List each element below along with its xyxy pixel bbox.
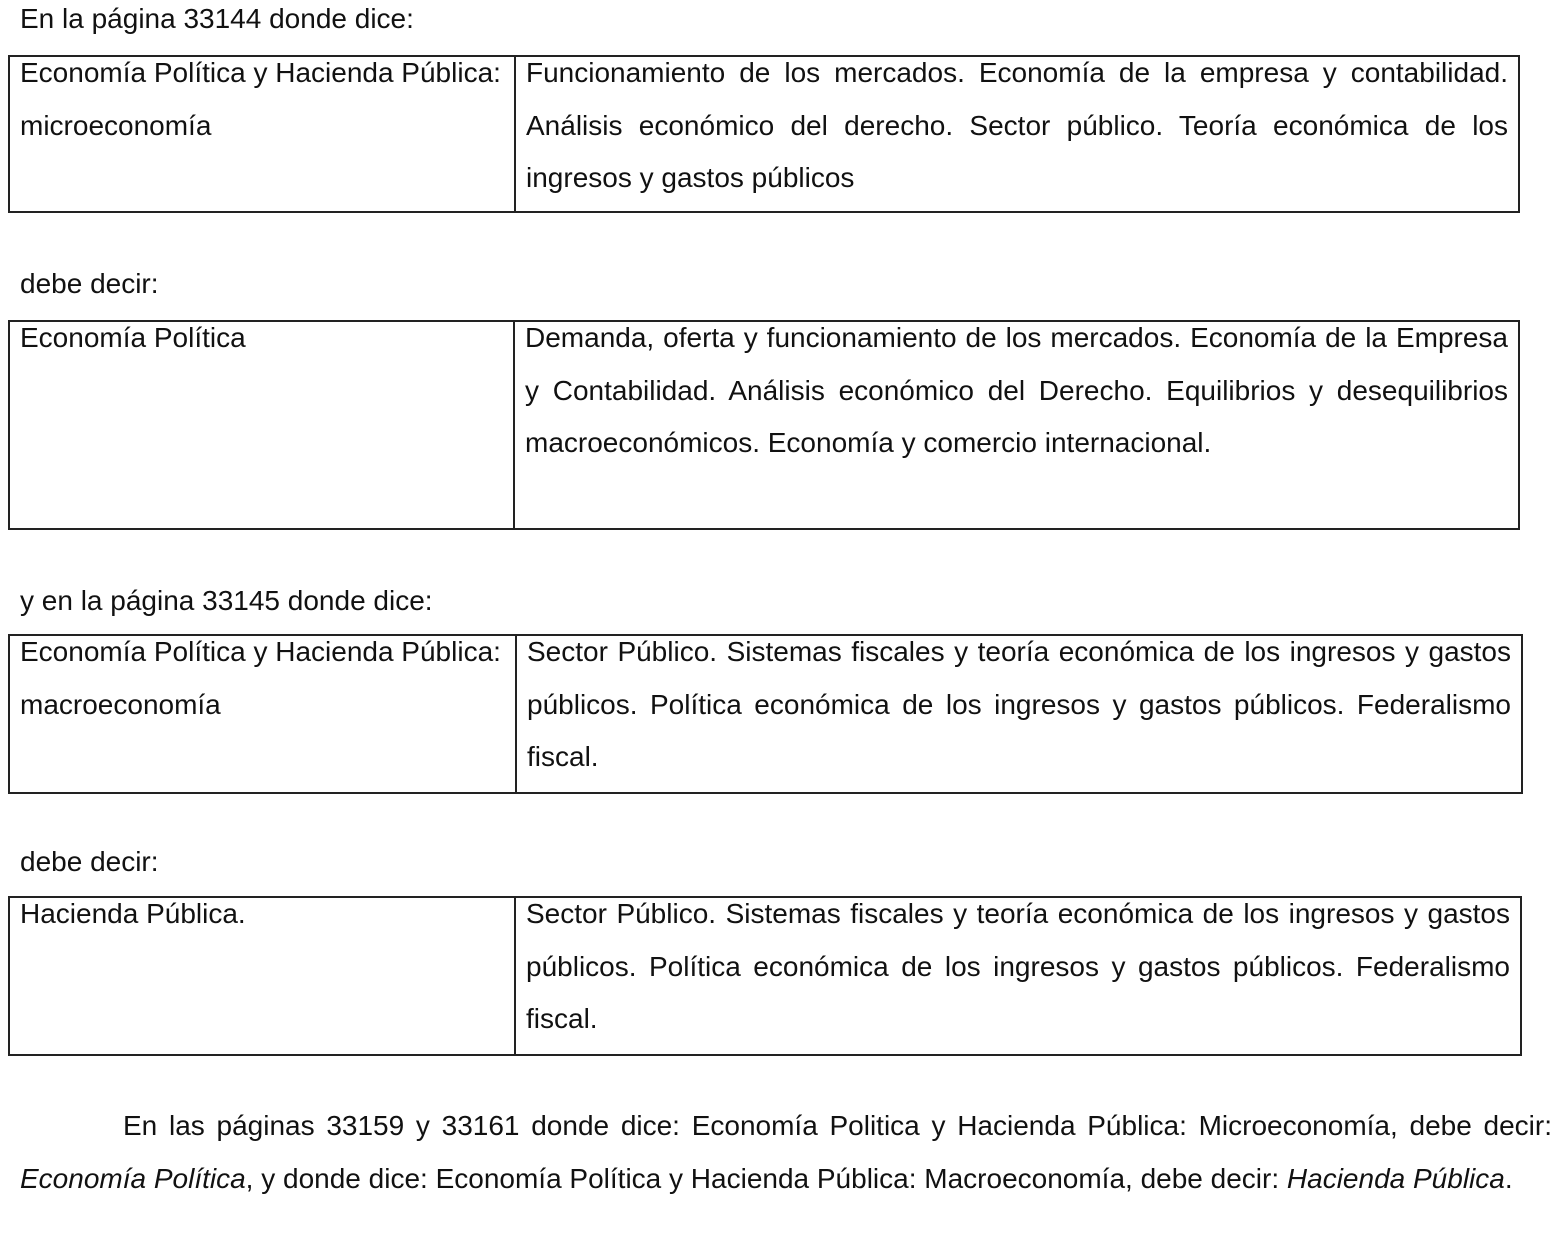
section-1-subject-cell [10,57,516,211]
section-1-intro: En la página 33144 donde dice: [20,3,414,34]
closing-emphasis-2: Hacienda Pública [1286,1162,1505,1194]
section-1-content: Funcionamiento de los mercados. Economía de la empresa y contabilidad. Análisis económico del derecho. Sector público. Teoría económica de los ingresos y gastos públicos [526,57,1508,193]
closing-text-1: En las páginas 33159 y 33161 donde dice: Economía Politica y Hacienda Pública: Microeconomía, debe decir: [123,1110,1552,1141]
section-1-table [8,55,1520,213]
section-1-content-cell [516,57,1518,211]
section-3-subject-cell [10,636,517,792]
section-4-subject-cell [10,898,516,1054]
section-2-subject-cell [10,322,515,528]
section-2-subject: Economía Política [20,322,246,353]
section-3-subject: Economía Política y Hacienda Pública: macroeconomía [20,636,501,720]
section-4-subject: Hacienda Pública. [20,898,246,929]
section-3-content: Sector Público. Sistemas fiscales y teoría económica de los ingresos y gastos públicos. Política económica de los ingresos y gastos públicos. Federalismo fiscal. [527,636,1511,772]
section-4-intro: debe decir: [20,846,159,877]
section-3-content-cell [517,636,1521,792]
section-2-content-cell [515,322,1518,528]
section-4-table [8,896,1522,1056]
section-1-subject: Economía Política y Hacienda Pública: microeconomía [20,57,501,141]
section-4-content: Sector Público. Sistemas fiscales y teoría económica de los ingresos y gastos públicos. Política económica de los ingresos y gastos públicos. Federalismo fiscal. [526,898,1510,1034]
section-2-content: Demanda, oferta y funcionamiento de los mercados. Economía de la Empresa y Contabilidad. Análisis económico del Derecho. Equilibrios y desequilibrios macroeconómicos. Economía y comercio internacional. [525,322,1508,458]
section-3-table [8,634,1523,794]
closing-paragraph [20,1100,1552,1205]
section-2-intro: debe decir: [20,268,159,299]
closing-emphasis-1: Economía Política [20,1162,246,1194]
section-4-content-cell [516,898,1520,1054]
closing-text-2: , y donde dice: Economía Política y Hacienda Pública: Macroeconomía, debe decir: [245,1162,1287,1194]
closing-text-3: . [1504,1162,1513,1194]
section-2-table [8,320,1520,530]
section-3-intro: y en la página 33145 donde dice: [20,585,433,616]
